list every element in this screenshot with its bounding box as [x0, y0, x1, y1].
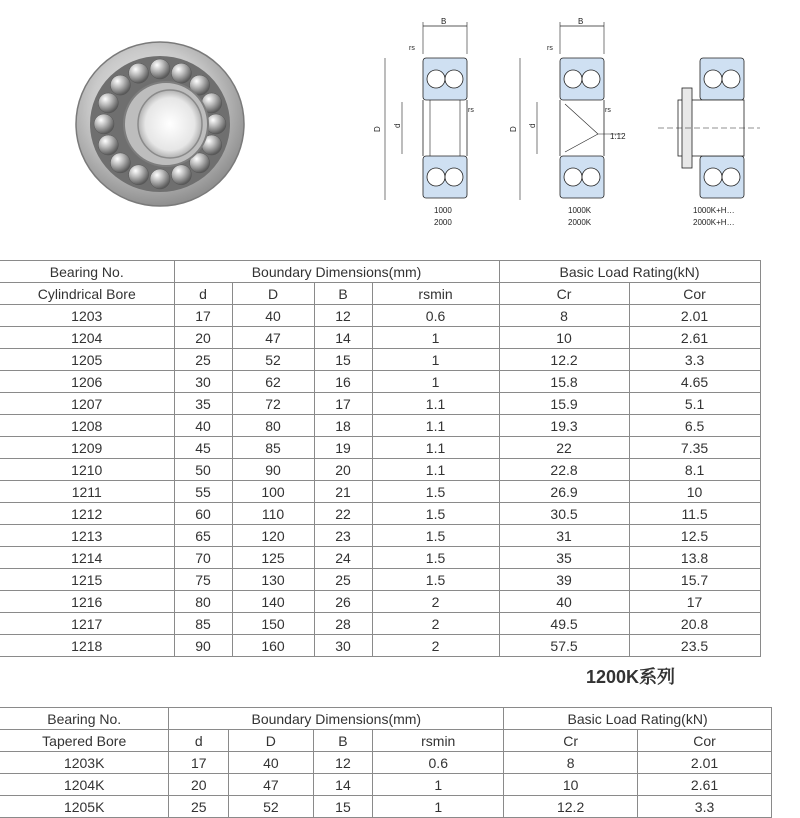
- cell-Cor: 10: [629, 481, 760, 503]
- cell-Cr: 35: [499, 547, 629, 569]
- cell-B: 15: [313, 796, 373, 818]
- cell-bearing-no: 1204K: [0, 774, 169, 796]
- cell-bearing-no: 1203K: [0, 752, 169, 774]
- cell-d: 25: [174, 349, 232, 371]
- bearing-ball: [110, 153, 130, 173]
- header-D: D: [232, 283, 314, 305]
- cell-Cor: 13.8: [629, 547, 760, 569]
- cell-rsmin: 0.6: [373, 752, 504, 774]
- cell-Cr: 22.8: [499, 459, 629, 481]
- cell-B: 23: [314, 525, 372, 547]
- cell-rsmin: 1.5: [372, 525, 499, 547]
- cell-D: 52: [232, 349, 314, 371]
- svg-text:rs: rs: [547, 45, 553, 52]
- cell-d: 40: [174, 415, 232, 437]
- cell-rsmin: 1.5: [372, 569, 499, 591]
- svg-text:rs: rs: [409, 45, 415, 52]
- bearing-cross-section-adapter-sleeve: [658, 58, 760, 227]
- cell-d: 60: [174, 503, 232, 525]
- cell-D: 120: [232, 525, 314, 547]
- cell-Cor: 2.01: [629, 305, 760, 327]
- cell-d: 55: [174, 481, 232, 503]
- cell-B: 24: [314, 547, 372, 569]
- bearing-drawings: [360, 14, 780, 238]
- header-bore-type: Tapered Bore: [0, 730, 169, 752]
- table-row: [0, 393, 760, 415]
- cell-d: 20: [174, 327, 232, 349]
- cell-Cor: 5.1: [629, 393, 760, 415]
- cell-d: 65: [174, 525, 232, 547]
- cell-D: 40: [229, 752, 313, 774]
- cell-bearing-no: 1205K: [0, 796, 169, 818]
- cell-Cor: 17: [629, 591, 760, 613]
- cell-d: 17: [169, 752, 229, 774]
- cell-Cor: 3.3: [638, 796, 772, 818]
- cell-D: 125: [232, 547, 314, 569]
- cell-Cor: 12.5: [629, 525, 760, 547]
- cell-bearing-no: 1204: [0, 327, 174, 349]
- cell-Cr: 26.9: [499, 481, 629, 503]
- header-rsmin: rsmin: [372, 283, 499, 305]
- svg-text:1000K: 1000K: [568, 206, 592, 215]
- cell-bearing-no: 1210: [0, 459, 174, 481]
- table-row: [0, 569, 760, 591]
- cell-Cr: 39: [499, 569, 629, 591]
- cell-Cr: 10: [504, 774, 638, 796]
- svg-text:D: D: [509, 126, 518, 132]
- cell-B: 21: [314, 481, 372, 503]
- table-row: [0, 459, 760, 481]
- cell-D: 130: [232, 569, 314, 591]
- table-header-row: [0, 261, 760, 283]
- table-subheader-row: [0, 730, 772, 752]
- cell-D: 100: [232, 481, 314, 503]
- cell-D: 72: [232, 393, 314, 415]
- bearing-ball: [98, 93, 118, 113]
- svg-text:D: D: [373, 126, 382, 132]
- cell-bearing-no: 1213: [0, 525, 174, 547]
- cell-Cr: 22: [499, 437, 629, 459]
- header-bore-type: Cylindrical Bore: [0, 283, 174, 305]
- cell-rsmin: 1.1: [372, 393, 499, 415]
- cell-Cr: 8: [499, 305, 629, 327]
- table-row: [0, 547, 760, 569]
- cell-bearing-no: 1205: [0, 349, 174, 371]
- header-Cor: Cor: [638, 730, 772, 752]
- cell-bearing-no: 1208: [0, 415, 174, 437]
- table-row: [0, 481, 760, 503]
- header-d: d: [169, 730, 229, 752]
- cell-D: 85: [232, 437, 314, 459]
- cell-d: 35: [174, 393, 232, 415]
- cell-D: 80: [232, 415, 314, 437]
- header-D: D: [229, 730, 313, 752]
- cell-Cor: 7.35: [629, 437, 760, 459]
- cell-d: 70: [174, 547, 232, 569]
- cell-bearing-no: 1207: [0, 393, 174, 415]
- header-rsmin: rsmin: [373, 730, 504, 752]
- table-row: [0, 796, 772, 818]
- cell-rsmin: 2: [372, 591, 499, 613]
- cell-rsmin: 1: [372, 327, 499, 349]
- cell-rsmin: 1: [373, 796, 504, 818]
- header-bearing-no: Bearing No.: [0, 261, 174, 283]
- cell-bearing-no: 1209: [0, 437, 174, 459]
- bearing-ball: [110, 75, 130, 95]
- cell-bearing-no: 1206: [0, 371, 174, 393]
- table-row: [0, 635, 760, 657]
- cell-d: 85: [174, 613, 232, 635]
- header-basic-load-rating: Basic Load Rating(kN): [504, 708, 772, 730]
- cell-bearing-no: 1217: [0, 613, 174, 635]
- cell-Cor: 3.3: [629, 349, 760, 371]
- cell-B: 28: [314, 613, 372, 635]
- table-row: [0, 437, 760, 459]
- svg-text:B: B: [578, 17, 584, 26]
- svg-text:rs: rs: [468, 107, 474, 114]
- cell-d: 45: [174, 437, 232, 459]
- header-d: d: [174, 283, 232, 305]
- cell-d: 90: [174, 635, 232, 657]
- table-row: [0, 525, 760, 547]
- svg-text:B: B: [441, 17, 447, 26]
- svg-text:1:12: 1:12: [610, 132, 626, 141]
- cell-D: 140: [232, 591, 314, 613]
- table-row: [0, 591, 760, 613]
- table-row: [0, 752, 772, 774]
- cell-Cr: 10: [499, 327, 629, 349]
- header-B: B: [314, 283, 372, 305]
- cell-B: 19: [314, 437, 372, 459]
- bearing-ball: [171, 165, 191, 185]
- cell-rsmin: 1.5: [372, 503, 499, 525]
- bearing-photo: [74, 38, 246, 210]
- cell-Cr: 19.3: [499, 415, 629, 437]
- cell-Cr: 49.5: [499, 613, 629, 635]
- series-title: 1200K系列: [586, 667, 676, 687]
- spec-table-tapered: [0, 707, 772, 818]
- cell-Cr: 30.5: [499, 503, 629, 525]
- cell-Cr: 40: [499, 591, 629, 613]
- header-Cor: Cor: [629, 283, 760, 305]
- cell-Cr: 8: [504, 752, 638, 774]
- cell-rsmin: 1: [372, 349, 499, 371]
- cell-B: 15: [314, 349, 372, 371]
- header-B: B: [313, 730, 373, 752]
- cell-B: 14: [314, 327, 372, 349]
- cell-B: 18: [314, 415, 372, 437]
- spec-table-cylindrical: [0, 260, 761, 657]
- bearing-ball: [150, 169, 170, 189]
- cell-rsmin: 2: [372, 635, 499, 657]
- cell-rsmin: 2: [372, 613, 499, 635]
- cell-Cor: 23.5: [629, 635, 760, 657]
- cell-Cr: 12.2: [504, 796, 638, 818]
- cell-bearing-no: 1218: [0, 635, 174, 657]
- svg-text:rs: rs: [605, 107, 611, 114]
- cell-Cr: 15.9: [499, 393, 629, 415]
- table-row: [0, 503, 760, 525]
- cell-Cr: 31: [499, 525, 629, 547]
- cell-bearing-no: 1203: [0, 305, 174, 327]
- bearing-ball: [129, 165, 149, 185]
- svg-text:1000K+H…: 1000K+H…: [693, 206, 735, 215]
- header-Cr: Cr: [504, 730, 638, 752]
- cell-D: 52: [229, 796, 313, 818]
- cell-B: 26: [314, 591, 372, 613]
- table-row: [0, 327, 760, 349]
- bearing-ball: [129, 63, 149, 83]
- cell-Cor: 15.7: [629, 569, 760, 591]
- header-bearing-no: Bearing No.: [0, 708, 169, 730]
- svg-text:1000: 1000: [434, 206, 452, 215]
- svg-text:d: d: [393, 123, 402, 128]
- cell-rsmin: 1: [372, 371, 499, 393]
- cell-B: 12: [313, 752, 373, 774]
- header-Cr: Cr: [499, 283, 629, 305]
- cell-B: 22: [314, 503, 372, 525]
- cell-Cor: 6.5: [629, 415, 760, 437]
- header-basic-load-rating: Basic Load Rating(kN): [499, 261, 760, 283]
- cell-rsmin: 1.5: [372, 481, 499, 503]
- table-row: [0, 774, 772, 796]
- svg-text:2000: 2000: [434, 218, 452, 227]
- cell-bearing-no: 1211: [0, 481, 174, 503]
- cell-Cor: 4.65: [629, 371, 760, 393]
- cell-d: 50: [174, 459, 232, 481]
- cell-Cr: 57.5: [499, 635, 629, 657]
- cell-d: 17: [174, 305, 232, 327]
- cell-Cor: 11.5: [629, 503, 760, 525]
- table-row: [0, 415, 760, 437]
- table-header-row: [0, 708, 772, 730]
- table-row: [0, 371, 760, 393]
- table-subheader-row: [0, 283, 760, 305]
- cell-D: 62: [232, 371, 314, 393]
- cell-rsmin: 1.1: [372, 459, 499, 481]
- cell-Cor: 2.61: [638, 774, 772, 796]
- bearing-ball: [171, 63, 191, 83]
- cell-B: 12: [314, 305, 372, 327]
- cell-Cor: 8.1: [629, 459, 760, 481]
- bearing-ball: [94, 114, 114, 134]
- cell-D: 47: [229, 774, 313, 796]
- svg-text:2000K+H…: 2000K+H…: [693, 218, 735, 227]
- table-row: [0, 349, 760, 371]
- cell-D: 110: [232, 503, 314, 525]
- cell-d: 80: [174, 591, 232, 613]
- cell-B: 25: [314, 569, 372, 591]
- cell-D: 47: [232, 327, 314, 349]
- table-row: [0, 613, 760, 635]
- table-row: [0, 305, 760, 327]
- cell-B: 16: [314, 371, 372, 393]
- cell-Cor: 2.01: [638, 752, 772, 774]
- cell-rsmin: 1.1: [372, 415, 499, 437]
- cell-Cr: 12.2: [499, 349, 629, 371]
- cell-B: 14: [313, 774, 373, 796]
- cell-d: 25: [169, 796, 229, 818]
- bearing-ball: [98, 135, 118, 155]
- header-boundary-dimensions: Boundary Dimensions(mm): [169, 708, 504, 730]
- svg-text:2000K: 2000K: [568, 218, 592, 227]
- cell-B: 30: [314, 635, 372, 657]
- cell-D: 150: [232, 613, 314, 635]
- cell-d: 20: [169, 774, 229, 796]
- cell-bearing-no: 1214: [0, 547, 174, 569]
- cell-rsmin: 1.1: [372, 437, 499, 459]
- cell-Cor: 20.8: [629, 613, 760, 635]
- cell-bearing-no: 1216: [0, 591, 174, 613]
- cell-Cor: 2.61: [629, 327, 760, 349]
- bearing-cross-section-cylindrical: [373, 17, 474, 227]
- cell-D: 160: [232, 635, 314, 657]
- cell-D: 90: [232, 459, 314, 481]
- cell-rsmin: 0.6: [372, 305, 499, 327]
- cell-d: 75: [174, 569, 232, 591]
- cell-bearing-no: 1215: [0, 569, 174, 591]
- cell-rsmin: 1.5: [372, 547, 499, 569]
- header-boundary-dimensions: Boundary Dimensions(mm): [174, 261, 499, 283]
- cell-D: 40: [232, 305, 314, 327]
- svg-text:d: d: [528, 123, 537, 128]
- cell-rsmin: 1: [373, 774, 504, 796]
- bearing-cross-section-tapered: [509, 17, 626, 227]
- cell-bearing-no: 1212: [0, 503, 174, 525]
- cell-B: 20: [314, 459, 372, 481]
- cell-B: 17: [314, 393, 372, 415]
- bearing-ball: [150, 59, 170, 79]
- cell-d: 30: [174, 371, 232, 393]
- cell-Cr: 15.8: [499, 371, 629, 393]
